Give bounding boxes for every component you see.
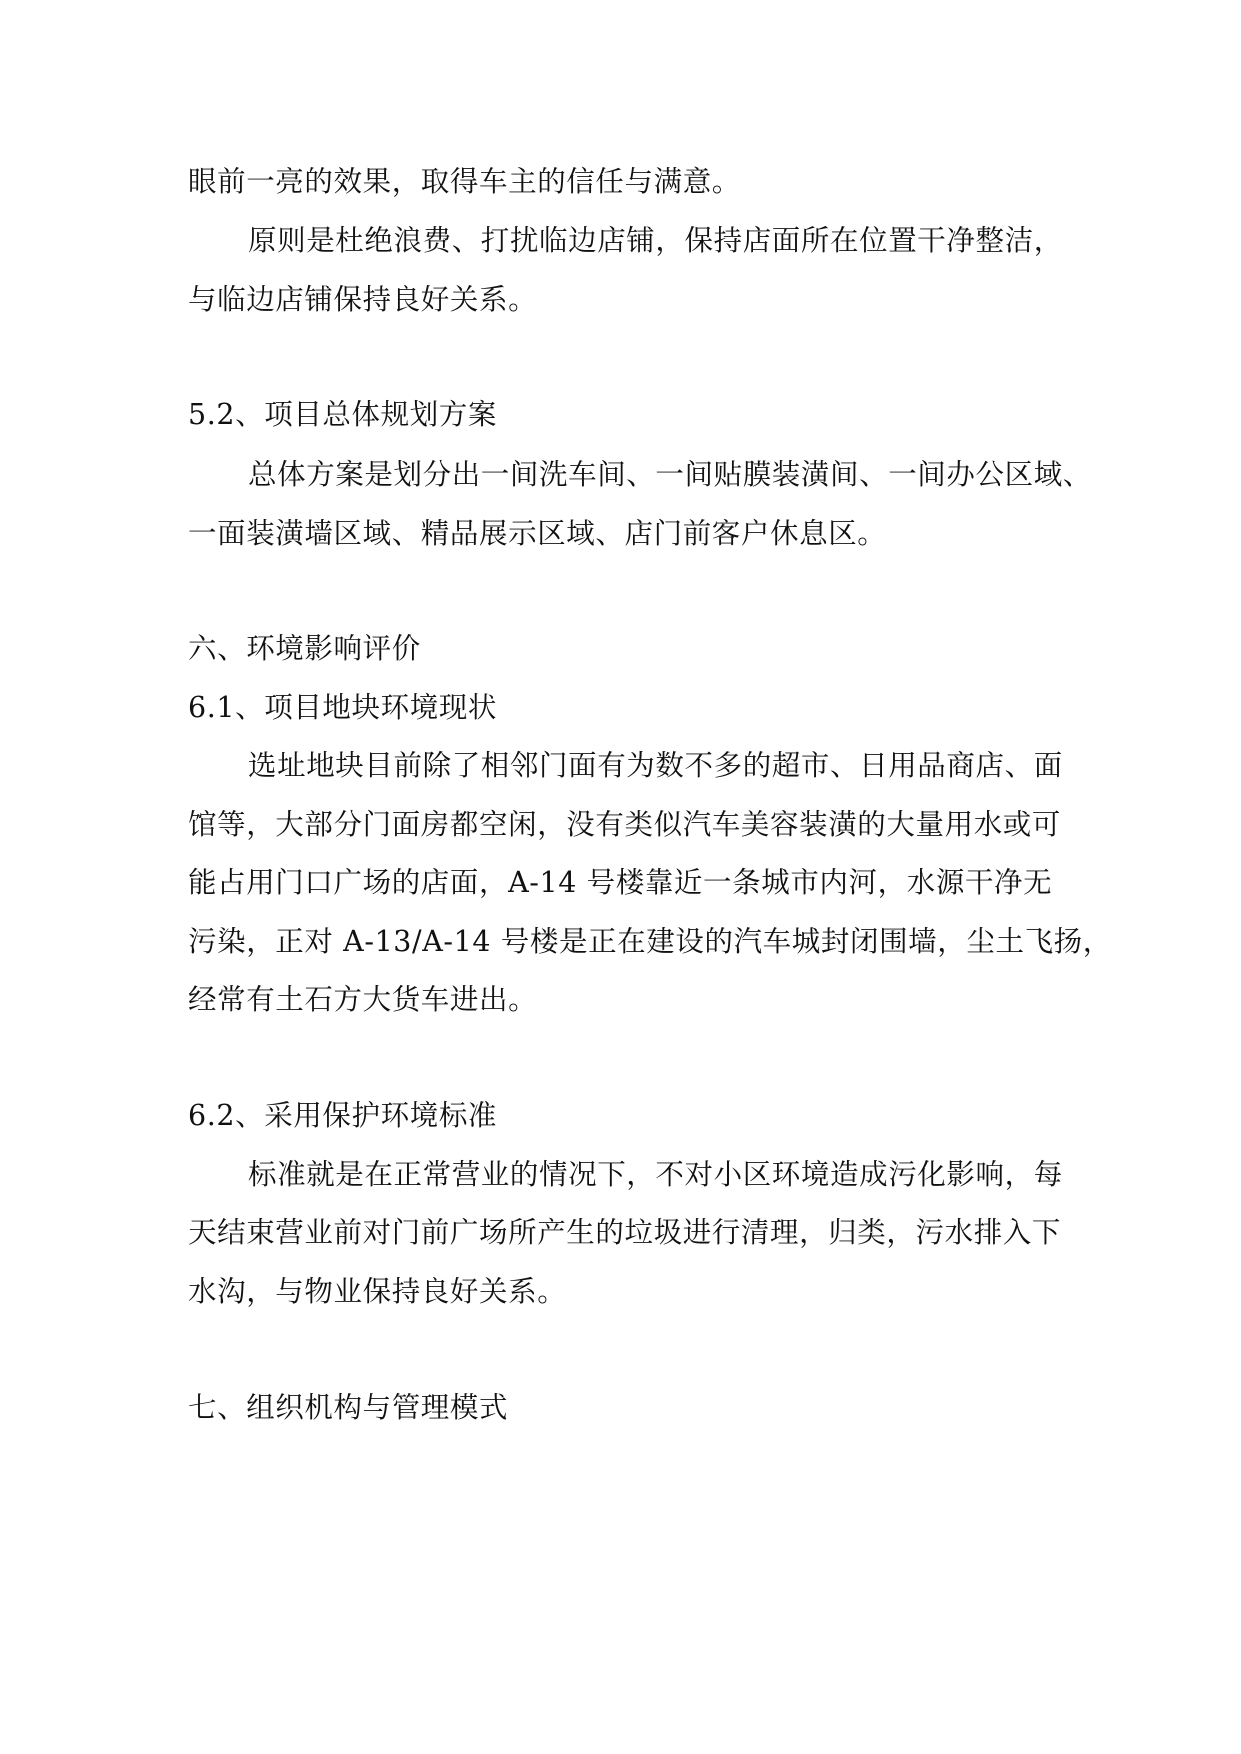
chapter-heading: 六、环境影响评价 bbox=[188, 632, 421, 665]
section-heading: 6.2、采用保护环境标准 bbox=[188, 1099, 498, 1132]
paragraph-line: 标准就是在正常营业的情况下，不对小区环境造成污化影响，每 bbox=[248, 1158, 1063, 1191]
paragraph-line: 眼前一亮的效果，取得车主的信任与满意。 bbox=[188, 165, 741, 198]
paragraph-line: 选址地块目前除了相邻门面有为数不多的超市、日用品商店、面 bbox=[248, 749, 1063, 782]
paragraph-line: 总体方案是划分出一间洗车间、一间贴膜装潢间、一间办公区域、 bbox=[248, 458, 1092, 491]
paragraph-line: 经常有土石方大货车进出。 bbox=[188, 983, 538, 1016]
paragraph-line: 原则是杜绝浪费、打扰临边店铺，保持店面所在位置干净整洁， bbox=[248, 224, 1063, 257]
paragraph-line: 一面装潢墙区域、精品展示区域、店门前客户休息区。 bbox=[188, 517, 887, 550]
paragraph-line: 馆等，大部分门面房都空闲，没有类似汽车美容装潢的大量用水或可 bbox=[188, 808, 1062, 841]
paragraph-line: 与临边店铺保持良好关系。 bbox=[188, 283, 538, 316]
section-heading: 5.2、项目总体规划方案 bbox=[188, 398, 498, 431]
paragraph-line: 污染，正对 A-13/A-14 号楼是正在建设的汽车城封闭围墙，尘土飞扬， bbox=[188, 925, 1112, 958]
section-heading: 6.1、项目地块环境现状 bbox=[188, 691, 498, 724]
paragraph-line: 天结束营业前对门前广场所产生的垃圾进行清理，归类，污水排入下 bbox=[188, 1216, 1062, 1249]
paragraph-line: 能占用门口广场的店面，A-14 号楼靠近一条城市内河，水源干净无 bbox=[188, 866, 1053, 899]
chapter-heading: 七、组织机构与管理模式 bbox=[188, 1391, 509, 1424]
paragraph-line: 水沟，与物业保持良好关系。 bbox=[188, 1275, 567, 1308]
